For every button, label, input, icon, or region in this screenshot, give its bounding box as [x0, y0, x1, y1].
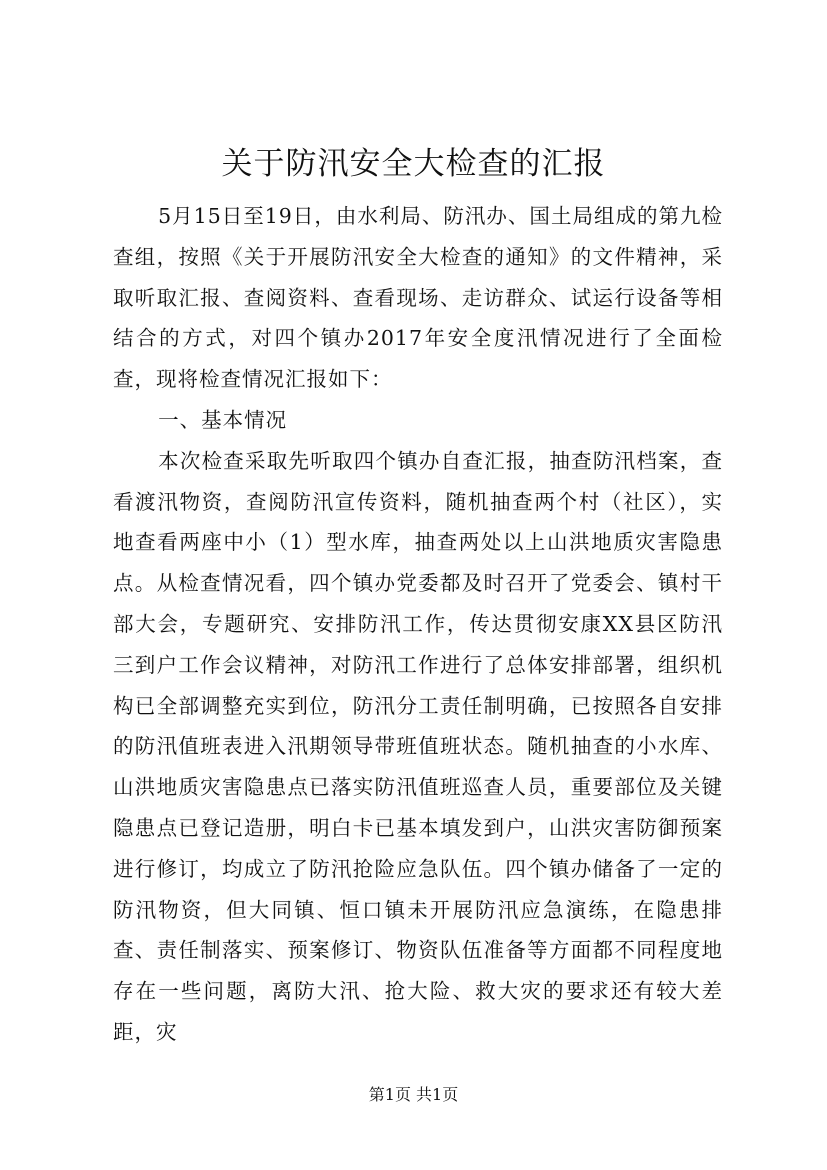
intro-paragraph: 5月15日至19日，由水利局、防汛办、国土局组成的第九检查组，按照《关于开展防汛安全大检查的通知》的文件精神，采取听取汇报、查阅资料、查看现场、走访群众、试运行设备等相结合的方式，对四个镇办2017年安全度汛情况进行了全面检查，现将检查情况汇报如下：: [113, 204, 723, 392]
page-footer: 第1页 共1页: [368, 1085, 459, 1104]
document-body: [113, 196, 723, 1053]
body-paragraph: 本次检查采取先听取四个镇办自查汇报，抽查防汛档案，查看渡汛物资，查阅防汛宣传资料，随机抽查两个村（社区），实地查看两座中小（1）型水库，抽查两处以上山洪地质灾害隐患点。从检查情况看，四个镇办党委都及时召开了党委会、镇村干部大会，专题研究、安排防汛工作，传达贯彻安康XX县区防汛三到户工作会议精神，对防汛工作进行了总体安排部署，组织机构已全部调整充实到位，防汛分工责任制明确，已按照各自安排的防汛值班表进入汛期领导带班值班状态。随机抽查的小水库、山洪地质灾害隐患点已落实防汛值班巡查人员，重要部位及关键隐患点已登记造册，明白卡已基本填发到户，山洪灾害防御预案进行修订，均成立了防汛抢险应急队伍。四个镇办储备了一定的防汛物资，但大同镇、恒口镇未开展防汛应急演练，在隐患排查、责任制落实、预案修订、物资队伍准备等方面都不同程度地存在一些问题，离防大汛、抢大险、救大灾的要求还有较大差距，灾: [113, 448, 723, 1044]
document-title: 关于防汛安全大检查的汇报: [221, 146, 606, 182]
section-heading: 一、基本情况: [158, 407, 288, 432]
